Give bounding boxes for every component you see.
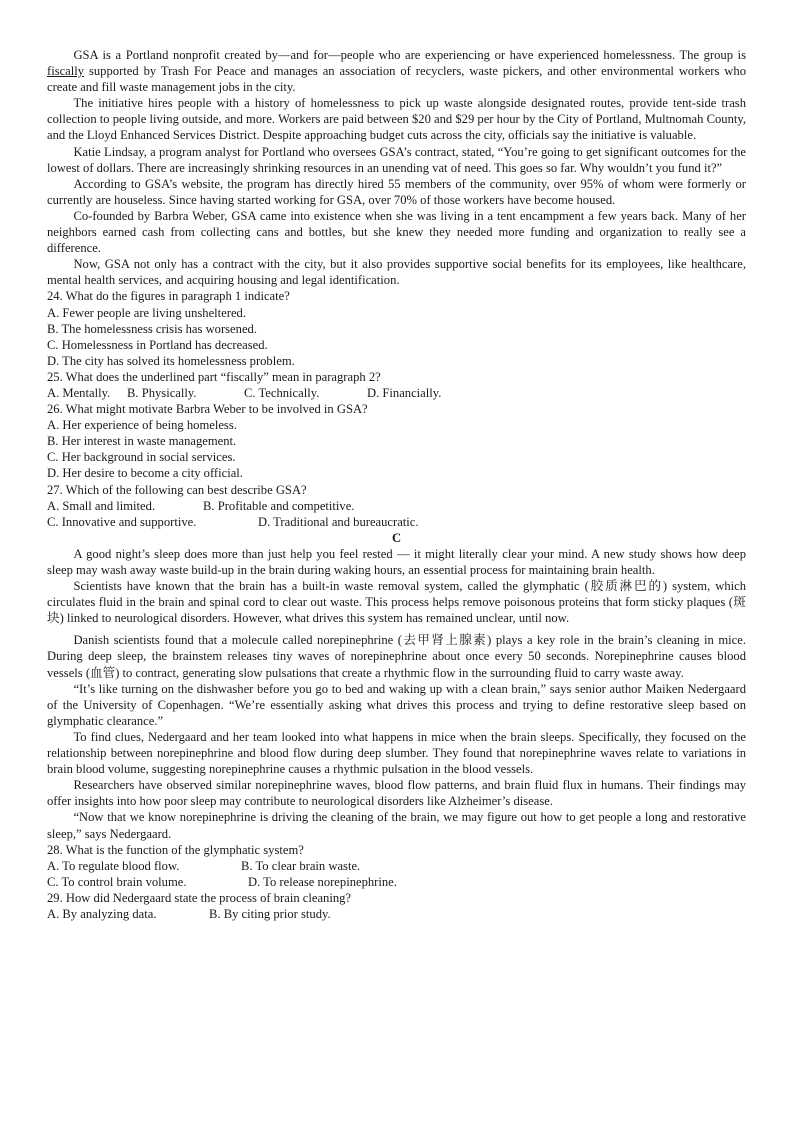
question-27-stem: 27. Which of the following can best describe GSA?: [47, 482, 307, 497]
passage-c-paragraph-1: A good night’s sleep does more than just help you feel rested — it might literally clear your mind. A new study shows how deep sleep may wash away waste build-up in the brain during waking hours, an essential process for maintaining brain health.: [47, 546, 746, 577]
question-27-option-c: C. Innovative and supportive.: [47, 514, 197, 529]
question-25-options: [47, 385, 746, 401]
passage-b-paragraph-1: [47, 47, 746, 95]
passage-c-paragraph-2: Scientists have known that the brain has a built-in waste removal system, called the glymphatic (胶质淋巴的) system, which circulates fluid in the brain and spinal cord to clear out waste. This process helps remove poisonous proteins that form sticky plaques (斑块) linked to neurological disorders. However, what drives this system has remained unclear, until now.: [47, 579, 746, 626]
passage-b-paragraph-2: The initiative hires people with a history of homelessness to pick up waste alongside designated routes, provide tent-side trash collection to people living outside, and more. Workers are paid between $20 and $29 per hour by the City of Portland, Multnomah County, and the Lloyd Enhanced Services District. Despite approaching budget cuts across the city, officials say the initiative is valuable.: [47, 96, 746, 143]
question-27-option-a: A. Small and limited.: [47, 498, 156, 513]
passage-c-paragraph-6: Researchers have observed similar norepinephrine waves, blood flow patterns, and brain fluid flux in humans. Their findings may offer insights into how poor sleep may contribute to neurological disorders like Alzheimer’s disease.: [47, 778, 746, 809]
passage-c-paragraph-7: “Now that we know norepinephrine is driving the cleaning of the brain, we may figure out how to get people a long and restorative sleep,” says Nedergaard.: [47, 810, 746, 841]
passage-c-paragraph-3: Danish scientists found that a molecule called norepinephrine (去甲肾上腺素) plays a key role in the brain’s cleaning in mice. During deep sleep, the brainstem releases tiny waves of norepinephrine about once every 50 seconds. Norepinephrine causes blood vessels (血管) to contract, generating slow pulsations that create a rhythmic flow in the surrounding fluid to carry waste away.: [47, 633, 746, 680]
question-24-option-c: C. Homelessness in Portland has decreased.: [47, 337, 268, 352]
question-28-options-row-1: [47, 858, 746, 874]
question-28-options-row-2: [47, 874, 746, 890]
question-28-stem: 28. What is the function of the glymphatic system?: [47, 842, 304, 857]
exam-page: [47, 47, 746, 922]
question-25-option-d: D. Financially.: [367, 385, 442, 400]
question-25-option-c: C. Technically.: [244, 385, 320, 400]
text-run: supported by Trash For Peace and manages an association of recyclers, waste pickers, and other environmental workers who create and fill waste management jobs in the city.: [47, 64, 746, 95]
question-26-option-a: A. Her experience of being homeless.: [47, 418, 237, 433]
question-24-option-a: A. Fewer people are living unsheltered.: [47, 305, 246, 320]
question-27-options-row-1: [47, 498, 746, 514]
question-27-options-row-2: [47, 514, 746, 530]
question-28-option-a: A. To regulate blood flow.: [47, 858, 180, 873]
text-run: GSA is a Portland nonprofit created by—and for—people who are experiencing or have experienced homelessness. The group is: [73, 48, 746, 62]
question-26-option-c: C. Her background in social services.: [47, 450, 236, 465]
passage-b-paragraph-5: Co-founded by Barbra Weber, GSA came into existence when she was living in a tent encampment a few years back. Many of her neighbors earned cash from collecting cans and bottles, but she knew they needed more funding and organization to really see a difference.: [47, 208, 746, 256]
passage-c-paragraph-5: To find clues, Nedergaard and her team looked into what happens in mice when the brain sleeps. Specifically, they focused on the relationship between norepinephrine and blood flow during deep slumber. They found that norepinephrine waves relate to variations in brain blood volume, suggesting norepinephrine causes a rhythmic pulsation in the blood vessels.: [47, 729, 746, 777]
question-28-option-c: C. To control brain volume.: [47, 874, 187, 889]
question-27-option-d: D. Traditional and bureaucratic.: [258, 514, 419, 529]
passage-b-paragraph-6: Now, GSA not only has a contract with the city, but it also provides supportive social benefits for its employees, like healthcare, mental health services, and acquiring housing and legal identification.: [47, 257, 746, 288]
section-c-heading: C: [391, 530, 402, 545]
underlined-word-fiscally: fiscally: [47, 64, 85, 79]
question-26-option-d: D. Her desire to become a city official.: [47, 466, 243, 481]
question-26-stem: 26. What might motivate Barbra Weber to be involved in GSA?: [47, 402, 368, 417]
passage-b-paragraph-4: According to GSA’s website, the program has directly hired 55 members of the community, over 95% of whom were formerly or currently are houseless. Since having started working for GSA, over 70% of those workers have become housed.: [47, 176, 746, 207]
question-29-options-row-1: [47, 906, 746, 922]
question-29-option-a: A. By analyzing data.: [47, 906, 157, 921]
question-29-stem: 29. How did Nedergaard state the process of brain cleaning?: [47, 890, 352, 905]
question-27-option-b: B. Profitable and competitive.: [203, 498, 355, 513]
question-24-stem: 24. What do the figures in paragraph 1 indicate?: [47, 289, 290, 304]
question-25-stem: 25. What does the underlined part “fiscally” mean in paragraph 2?: [47, 369, 381, 384]
question-28-option-d: D. To release norepinephrine.: [248, 874, 397, 889]
question-29-option-b: B. By citing prior study.: [209, 906, 331, 921]
passage-c-paragraph-4: “It’s like turning on the dishwasher before you go to bed and waking up with a clean brain,” says senior author Maiken Nedergaard of the University of Copenhagen. “We’re essentially asking what drives this process and trying to define restorative sleep based on glymphatic clearance.”: [47, 681, 746, 728]
question-25-option-a: A. Mentally.: [47, 385, 111, 400]
passage-b-paragraph-3: Katie Lindsay, a program analyst for Portland who oversees GSA’s contract, stated, “You’re going to get significant outcomes for the lowest of dollars. There are increasingly shrinking resources in an unending vat of need. This goes so far. Why wouldn’t you fund it?”: [47, 144, 746, 175]
question-24-option-d: D. The city has solved its homelessness problem.: [47, 353, 295, 368]
question-26-option-b: B. Her interest in waste management.: [47, 434, 237, 449]
question-25-option-b: B. Physically.: [127, 385, 197, 400]
question-24-option-b: B. The homelessness crisis has worsened.: [47, 321, 257, 336]
question-28-option-b: B. To clear brain waste.: [241, 858, 361, 873]
